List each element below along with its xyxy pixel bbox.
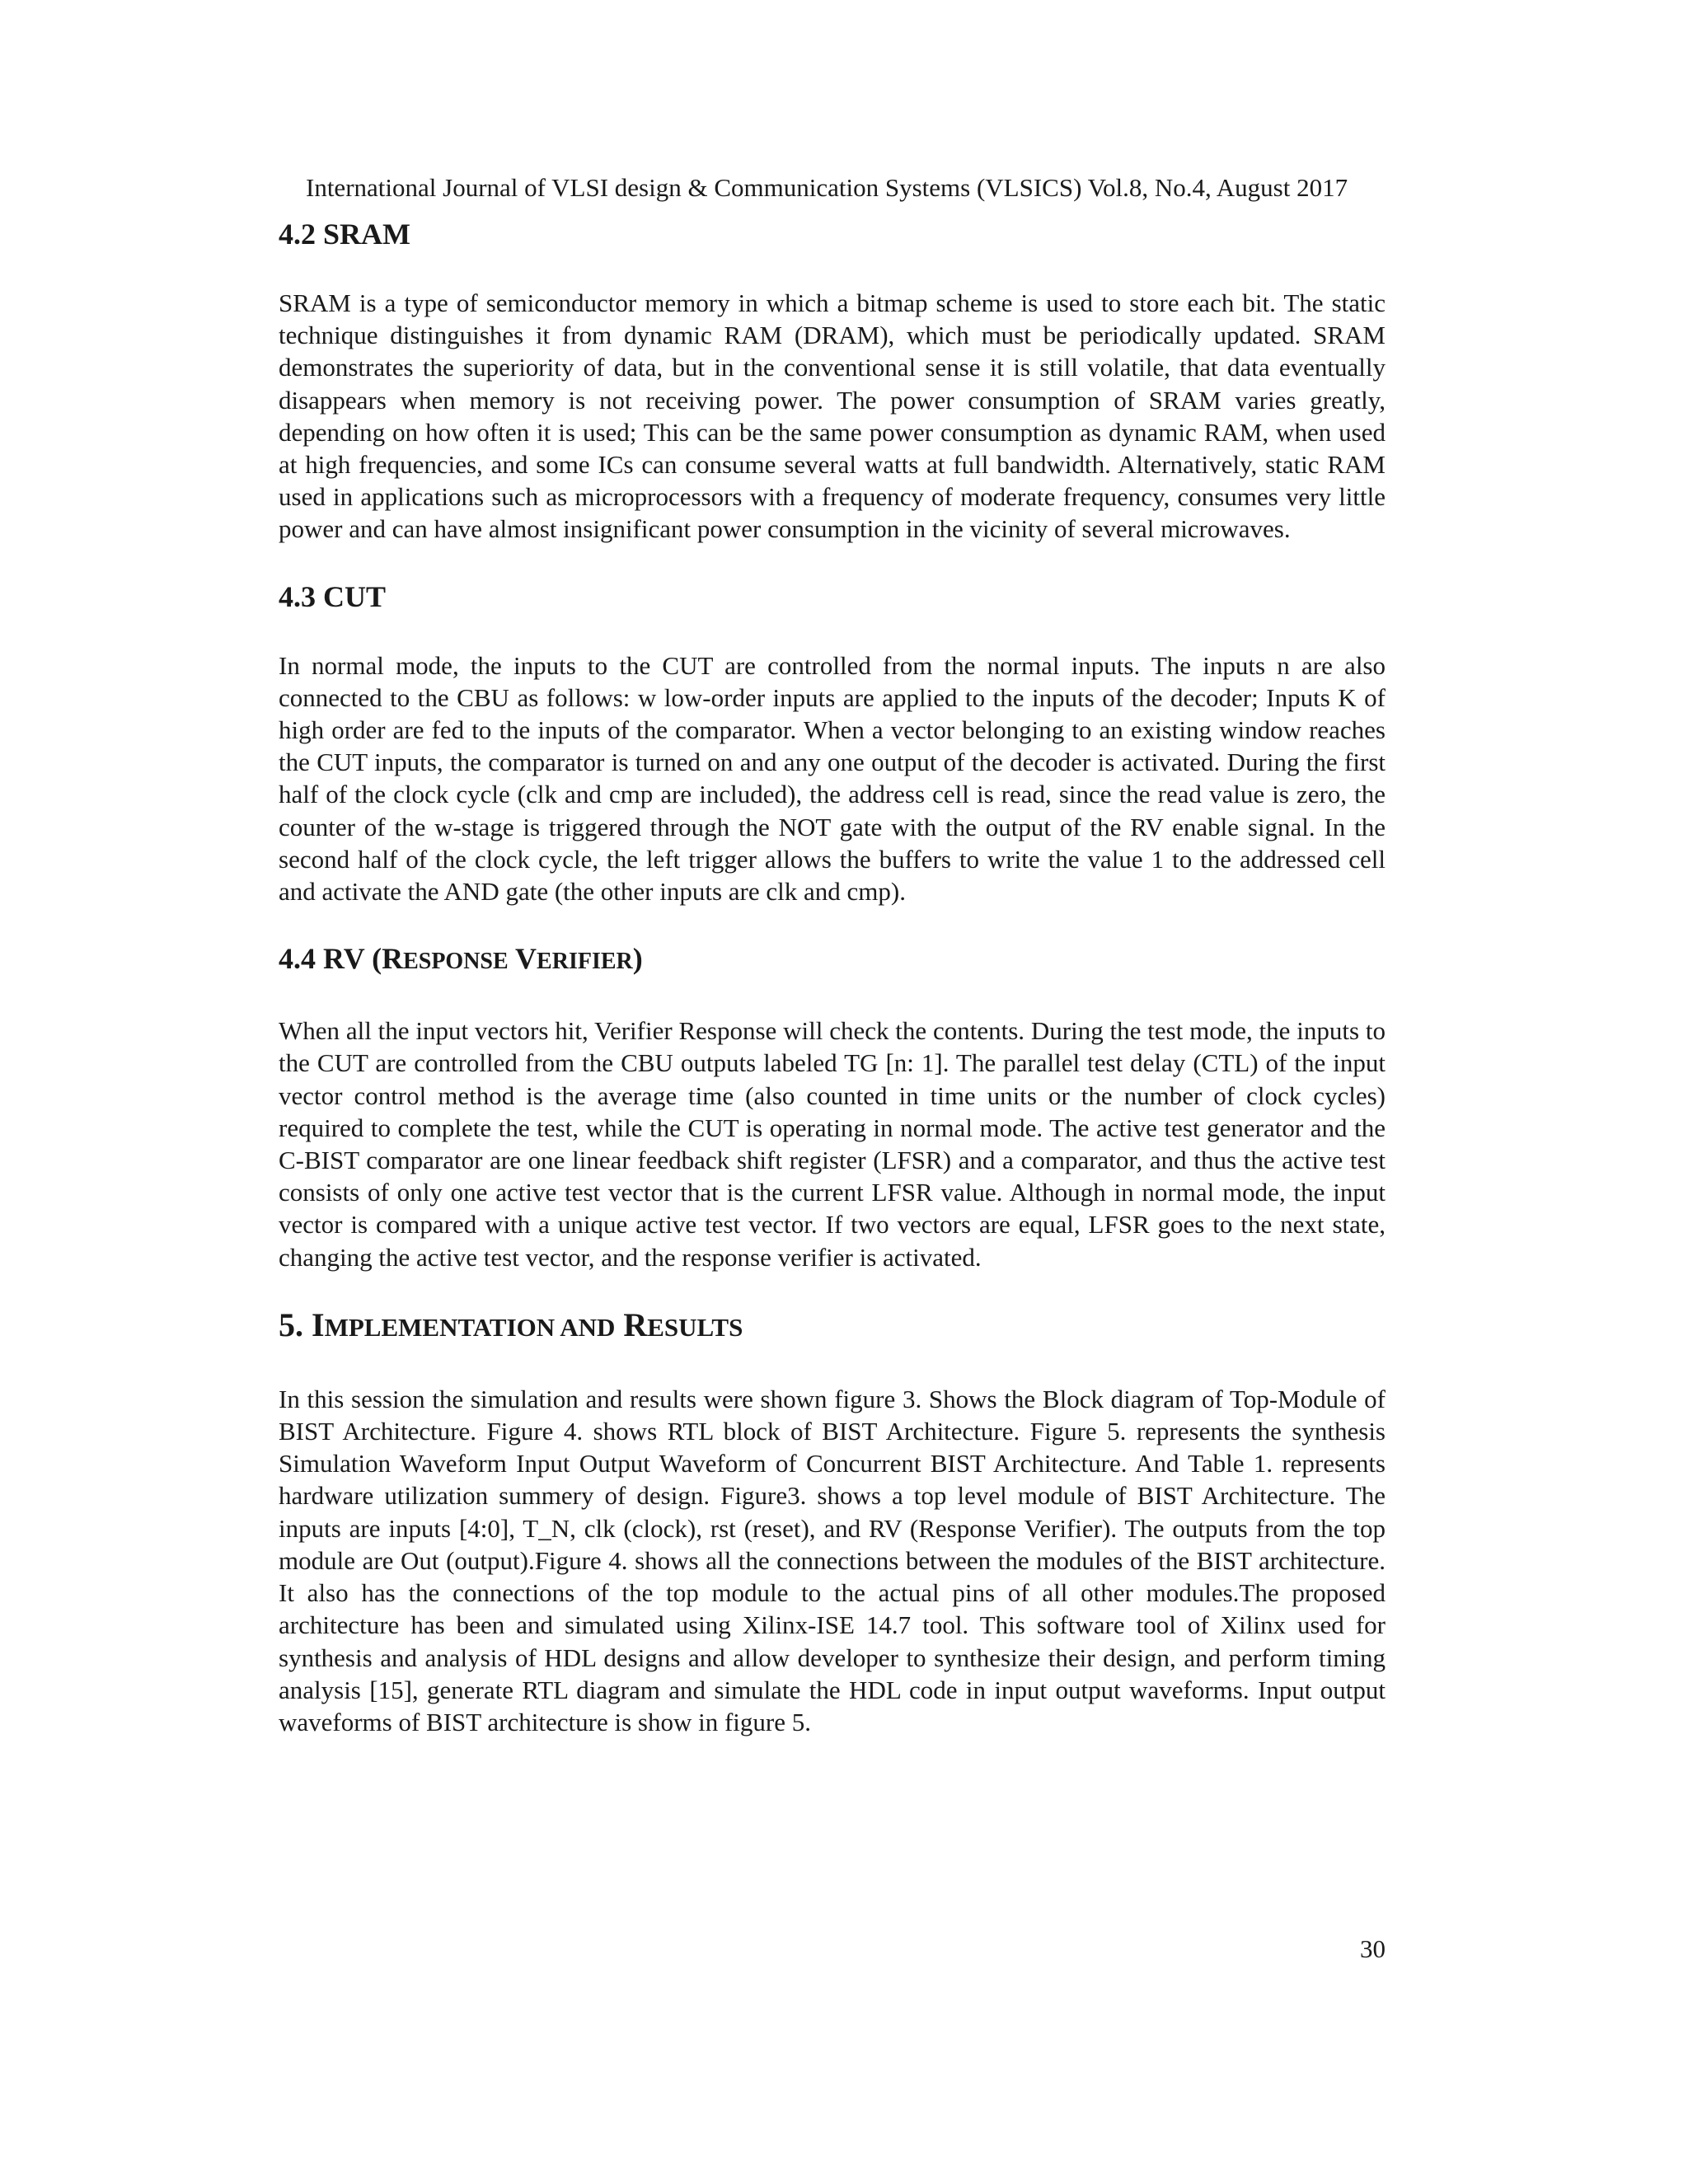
heading-rv-smallcaps-2: ERIFIER <box>537 949 633 975</box>
section-heading-sram: 4.2 SRAM <box>279 218 410 251</box>
heading-impl-mid: R <box>615 1305 648 1343</box>
heading-impl-smallcaps-2: ESULTS <box>647 1312 743 1342</box>
heading-rv-suffix: ) <box>632 942 643 976</box>
heading-impl-smallcaps-1: MPLEMENTATION AND <box>324 1312 616 1342</box>
section-body-implementation: In this session the simulation and results were shown figure 3. Shows the Block diagram of Top-Module of BIST Architecture. Figure 4. shows RTL block of BIST Architecture. Figure 5. represents the synthesis Simulation Waveform Input Output Waveform of Concurrent BIST Architecture. And Table 1. represents hardware utilization summery of design. Figure3. shows a top level module of BIST Architecture. The inputs are inputs [4:0], T_N, clk (clock), rst (reset), and RV (Response Verifier). The outputs from the top module are Out (output).Figure 4. shows all the connections between the modules of the BIST architecture. It also has the connections of the top module to the actual pins of all other modules.The proposed architecture has been and simulated using Xilinx-ISE 14.7 tool. This software tool of Xilinx used for synthesis and analysis of HDL designs and allow developer to synthesize their design, and perform timing analysis [15], generate RTL diagram and simulate the HDL code in input output waveforms. Input output waveforms of BIST architecture is show in figure 5. <box>279 1384 1386 1736</box>
section-heading-rv <box>279 940 1386 980</box>
section-heading-implementation <box>279 1305 1386 1348</box>
section-body-cut: In normal mode, the inputs to the CUT are controlled from the normal inputs. The inputs n are also connected to the CBU as follows: w low-order inputs are applied to the inputs of the decoder; Inputs K of high order are fed to the inputs of the comparator. When a vector belonging to an existing window reaches the CUT inputs, the comparator is turned on and any one output of the decoder is activated. During the first half of the clock cycle (clk and cmp are included), the address cell is read, since the read value is zero, the counter of the w-stage is triggered through the NOT gate with the output of the RV enable signal. In the second half of the clock cycle, the left trigger allows the buffers to write the value 1 to the addressed cell and activate the AND gate (the other inputs are clk and cmp). <box>279 650 1386 907</box>
heading-rv-smallcaps-1: ESPONSE <box>403 949 509 975</box>
heading-impl-prefix: 5. I <box>279 1305 325 1343</box>
page-content <box>279 216 1386 1738</box>
section-heading-cut: 4.3 CUT <box>279 579 387 613</box>
section-body-sram: SRAM is a type of semiconductor memory in which a bitmap scheme is used to store each bit. The static technique distinguishes it from dynamic RAM (DRAM), which must be periodically updated. SRAM demonstrates the superiority of data, but in the conventional sense it is still volatile, that data eventually disappears when memory is not receiving power. The power consumption of SRAM varies greatly, depending on how often it is used; This can be the same power consumption as dynamic RAM, when used at high frequencies, and some ICs can consume several watts at full bandwidth. Alternatively, static RAM used in applications such as microprocessors with a frequency of moderate frequency, consumes very little power and can have almost insignificant power consumption in the vicinity of several microwaves. <box>279 288 1386 544</box>
heading-rv-mid: V <box>508 942 537 976</box>
page-number: 30 <box>1360 1934 1386 1963</box>
journal-running-header: International Journal of VLSI design & Communication Systems (VLSICS) Vol.8, No.4, August 2017 <box>306 173 1348 202</box>
section-body-rv: When all the input vectors hit, Verifier Response will check the contents. During the test mode, the inputs to the CUT are controlled from the CBU outputs labeled TG [n: 1]. The parallel test delay (CTL) of the input vector control method is the average time (also counted in time units or the number of clock cycles) required to complete the test, while the CUT is operating in normal mode. The active test generator and the C-BIST comparator are one linear feedback shift register (LFSR) and a comparator, and thus the active test consists of only one active test vector that is the current LFSR value. Although in normal mode, the input vector is compared with a unique active test vector. If two vectors are equal, LFSR goes to the next state, changing the active test vector, and the response verifier is activated. <box>279 1016 1386 1272</box>
heading-rv-prefix: 4.4 RV (R <box>279 942 404 976</box>
